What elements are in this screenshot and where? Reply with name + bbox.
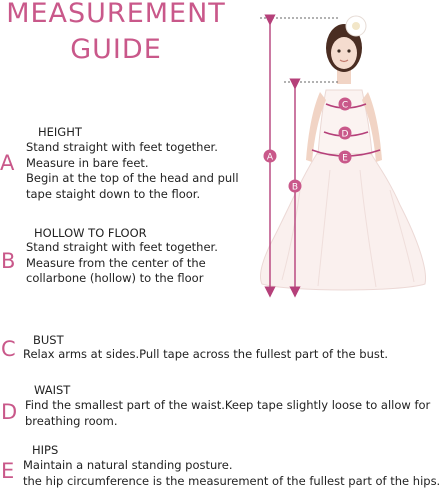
hips-text: Maintain a natural standing posture. the hip circumference is the measurement of the fullest part of the hips. xyxy=(23,458,441,488)
marker-e xyxy=(339,151,352,164)
marker-b xyxy=(289,180,302,193)
hips-heading: HIPS xyxy=(32,443,59,457)
height-text: Stand straight with feet together. Measure in bare feet. Begin at the top of the head and pull tape staight down to the floor. xyxy=(26,140,239,201)
hips-letter: E xyxy=(1,459,15,483)
marker-d xyxy=(339,127,352,140)
waist-heading: WAIST xyxy=(34,383,71,397)
guide-title-line1: MEASUREMENT xyxy=(6,0,226,29)
hollow-letter: B xyxy=(1,249,16,273)
waist-text: Find the smallest part of the waist.Keep tape slightly loose to allow for breathing room. xyxy=(25,398,431,428)
height-heading: HEIGHT xyxy=(38,125,82,139)
svg-text:E: E xyxy=(342,153,348,164)
svg-text:C: C xyxy=(341,100,349,111)
svg-text:B: B xyxy=(291,182,299,193)
hollow-heading: HOLLOW TO FLOOR xyxy=(34,226,147,240)
guide-title-line2: GUIDE xyxy=(70,34,162,65)
svg-text:A: A xyxy=(266,152,274,163)
bust-text: Relax arms at sides.Pull tape across the fullest part of the bust. xyxy=(23,347,389,361)
svg-text:D: D xyxy=(341,129,349,140)
bust-heading: BUST xyxy=(33,333,64,347)
hollow-text: Stand straight with feet together. Measure from the center of the collarbone (hollow) to the floor xyxy=(26,240,218,285)
bust-letter: C xyxy=(1,337,16,361)
height-letter: A xyxy=(0,151,15,175)
marker-a xyxy=(264,150,277,163)
waist-letter: D xyxy=(1,400,18,424)
marker-c xyxy=(339,98,352,111)
